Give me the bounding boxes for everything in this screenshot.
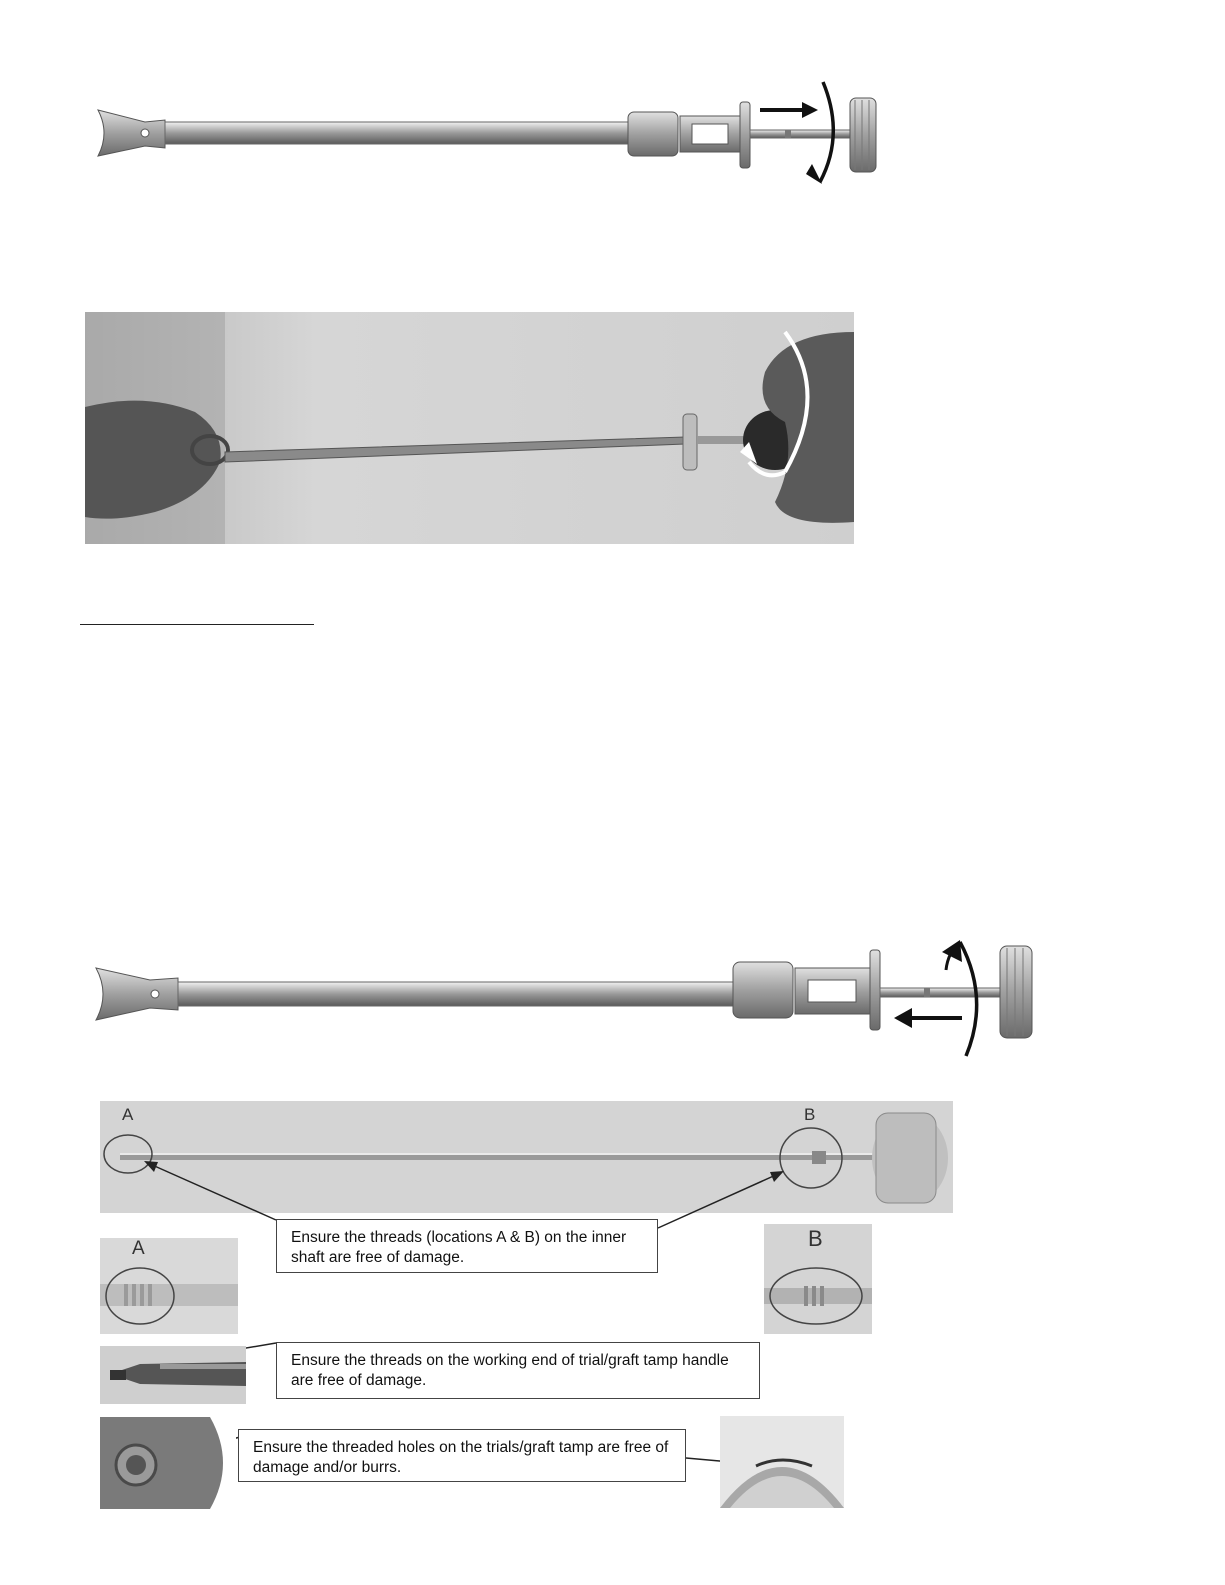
label-location-b: B	[804, 1105, 816, 1124]
callout-trial-threaded-holes: Ensure the threaded holes on the trials/graft tamp are free of damage and/or burrs.	[238, 1429, 686, 1482]
trial-edge-burr-photo	[720, 1416, 844, 1508]
handle-working-end-photo	[100, 1346, 246, 1404]
callout-handle-threads: Ensure the threads on the working end of trial/graft tamp handle are free of damage.	[276, 1342, 760, 1399]
inset-b-label: B	[808, 1226, 823, 1251]
trial-threaded-hole-photo	[100, 1417, 236, 1509]
callout-inner-shaft-threads: Ensure the threads (locations A & B) on the inner shaft are free of damage.	[276, 1219, 658, 1273]
inset-a-label: A	[132, 1238, 145, 1259]
label-location-a: A	[122, 1105, 134, 1124]
